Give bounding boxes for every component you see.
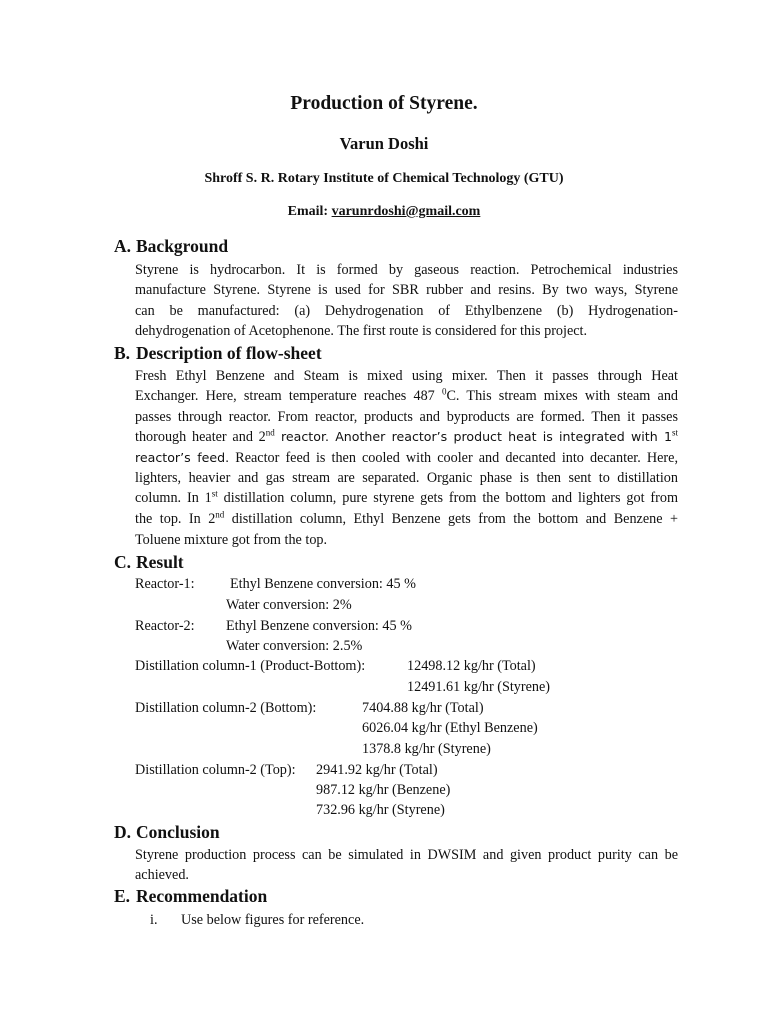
email-label: Email: <box>287 204 329 219</box>
dc2-top-value: 987.12 kg/hr (Benzene) <box>316 782 451 798</box>
reactor-1-eb-conversion: Ethyl Benzene conversion: 45 % <box>230 576 416 592</box>
paragraph-line: Toluene mixture got from the top. <box>135 532 328 548</box>
reactor-2-eb-conversion: Ethyl Benzene conversion: 45 % <box>226 618 412 634</box>
paper-title: Production of Styrene. <box>290 93 478 114</box>
list-item-text: Use below figures for reference. <box>181 912 365 928</box>
paragraph-line: dehydrogenation of Acetophenone. The first route is considered for this project. <box>135 323 588 339</box>
dc1-label: Distillation column-1 (Product-Bottom): <box>135 658 366 674</box>
paragraph-line: can be manufactured: (a) Dehydrogenation of Ethylbenzene (b) Hydrogenation- <box>135 303 678 319</box>
list-item-number: i. <box>150 912 158 928</box>
paragraph-line: reactor’s feed. Reactor feed is then cooled with cooler and decanted into decanter. Here, <box>135 450 678 466</box>
reactor-2-label: Reactor-2: <box>135 618 195 634</box>
email-link[interactable]: varunrdoshi@gmail.com <box>331 204 481 219</box>
paragraph-line: the top. In 2nd distillation column, Ethyl Benzene gets from the bottom and Benzene + <box>135 509 678 527</box>
dc2-bottom-value: 7404.88 kg/hr (Total) <box>362 700 484 716</box>
dc2-bottom-value: 6026.04 kg/hr (Ethyl Benzene) <box>362 720 538 736</box>
dc2-top-value: 732.96 kg/hr (Styrene) <box>316 802 445 818</box>
paragraph-line: column. In 1st distillation column, pure styrene gets from the bottom and lighters got from <box>135 488 679 506</box>
paragraph-line: Exchanger. Here, stream temperature reaches 487 $^0$C. This stream mixes with steam and <box>135 386 679 404</box>
paragraph-line: manufacture Styrene. Styrene is used for SBR rubber and resins. By two ways, Styrene <box>135 282 678 298</box>
section-heading-background: A. Background <box>114 236 229 256</box>
institution: Shroff S. R. Rotary Institute of Chemical Technology (GTU) <box>204 171 564 186</box>
paragraph-line: thorough heater and 2nd reactor. Another reactor’s product heat is integrated with 1st <box>135 427 678 445</box>
paragraph-line: Styrene production process can be simulated in DWSIM and given product purity can be <box>135 847 678 863</box>
reactor-2-water-conversion: Water conversion: 2.5% <box>226 638 363 654</box>
paragraph-line: achieved. <box>135 867 189 883</box>
section-heading-result: C. Result <box>114 552 184 572</box>
paragraph-line: passes through reactor. From reactor, products and byproducts are formed. Then it passes <box>135 409 678 425</box>
reactor-1-water-conversion: Water conversion: 2% <box>226 597 352 613</box>
email-line <box>0 204 768 220</box>
paragraph-line: Fresh Ethyl Benzene and Steam is mixed using mixer. Then it passes through Heat <box>135 368 678 384</box>
paragraph-line: lighters, heavier and gas stream are separated. Organic phase is then sent to distillation <box>135 470 678 486</box>
reactor-1-label: Reactor-1: <box>135 576 195 592</box>
section-heading-conclusion: D. Conclusion <box>114 822 220 842</box>
section-heading-flowsheet: B. Description of flow-sheet <box>114 343 322 363</box>
author-name: Varun Doshi <box>339 134 429 153</box>
dc1-value: 12498.12 kg/hr (Total) <box>407 658 536 674</box>
paragraph-line: Styrene is hydrocarbon. It is formed by gaseous reaction. Petrochemical industries <box>135 262 678 278</box>
dc2-top-value: 2941.92 kg/hr (Total) <box>316 762 438 778</box>
dc2-top-label: Distillation column-2 (Top): <box>135 762 296 778</box>
dc2-bottom-value: 1378.8 kg/hr (Styrene) <box>362 741 491 757</box>
section-heading-recommendation: E. Recommendation <box>114 886 268 906</box>
dc1-value: 12491.61 kg/hr (Styrene) <box>407 679 551 695</box>
dc2-bottom-label: Distillation column-2 (Bottom): <box>135 700 317 716</box>
